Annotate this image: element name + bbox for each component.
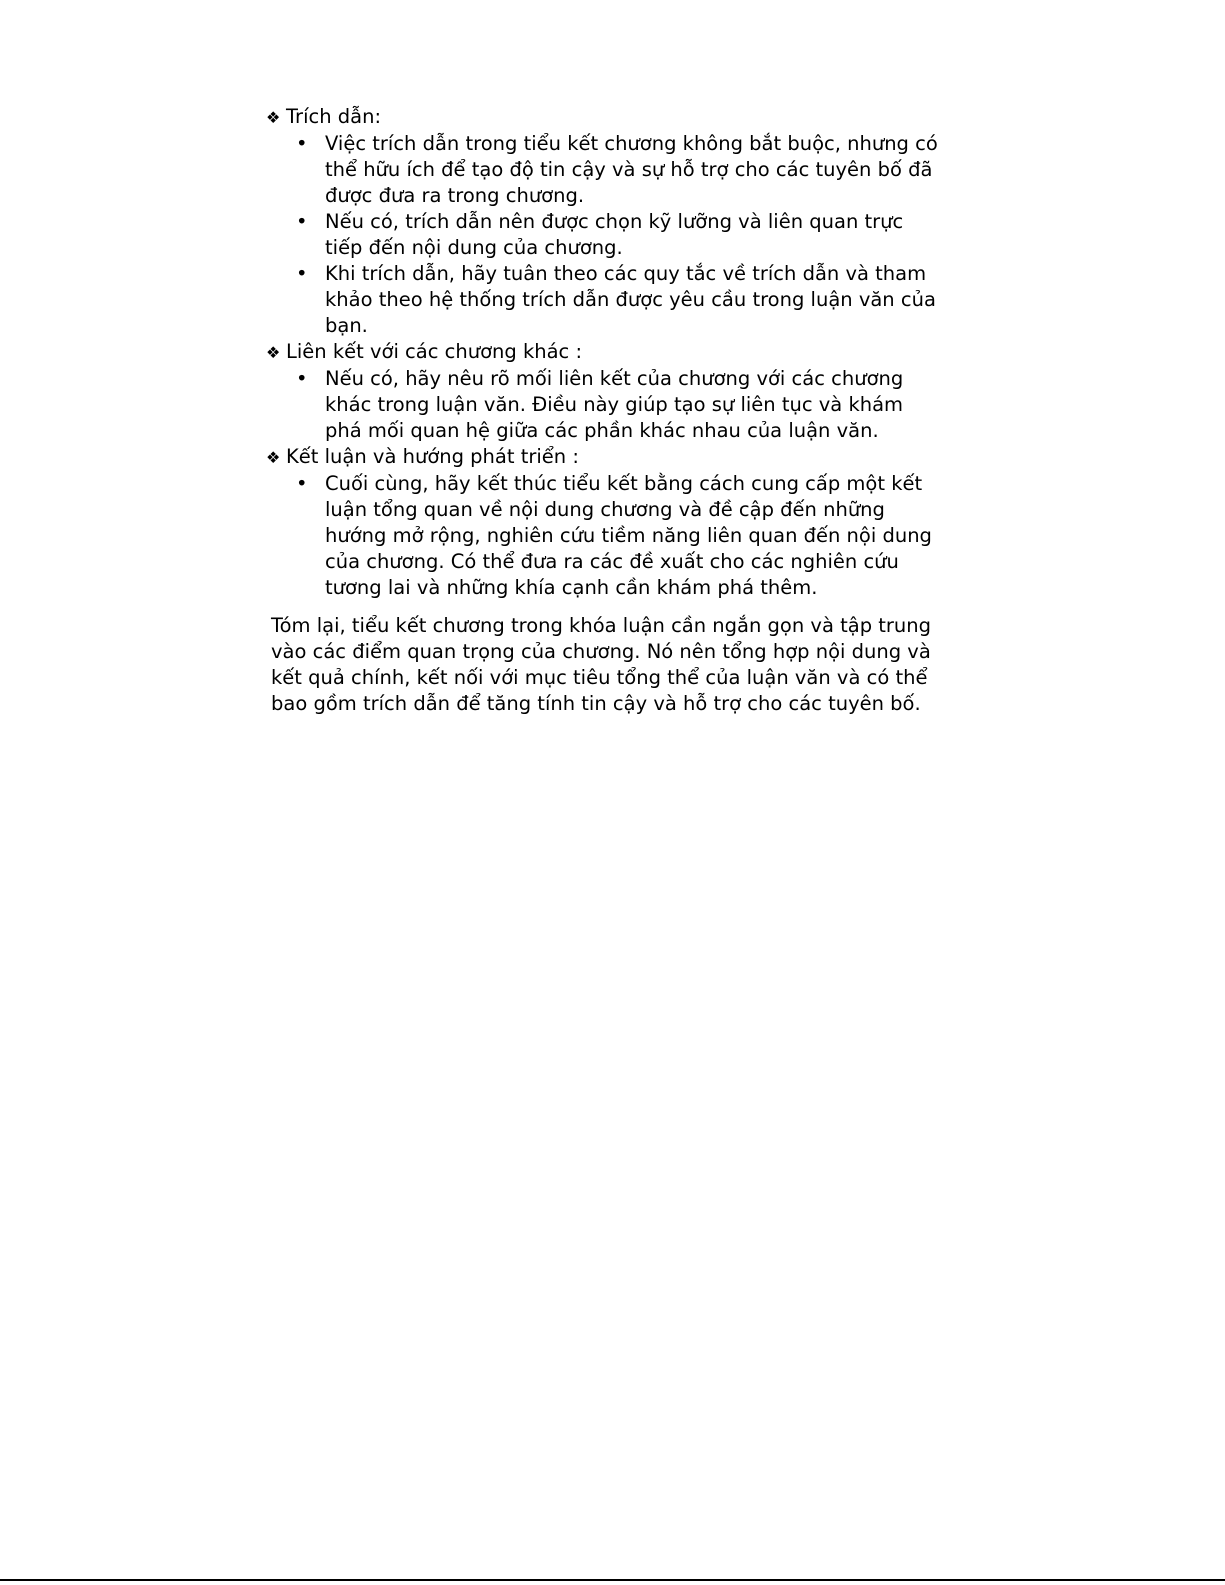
bullet-dot-icon: • — [296, 262, 308, 285]
list-item-text: Nếu có, trích dẫn nên được chọn kỹ lưỡng và liên quan trực tiếp đến nội dung của chương. — [325, 210, 904, 259]
page-content — [266, 104, 966, 737]
list-item — [266, 366, 945, 444]
diamond-bullet-icon: ❖ — [266, 343, 281, 362]
section-heading-text: Trích dẫn: — [286, 105, 382, 128]
list-item — [266, 131, 945, 209]
summary-paragraph: Tóm lại, tiểu kết chương trong khóa luận cần ngắn gọn và tập trung vào các điểm quan trọng của chương. Nó nên tổng hợp nội dung và kết quả chính, kết nối với mục tiêu tổng thể của luận văn và có thể bao gồm trích dẫn để tăng tính tin cậy và hỗ trợ cho các tuyên bố. — [271, 614, 932, 715]
diamond-bullet-icon: ❖ — [266, 108, 281, 127]
bullet-dot-icon: • — [296, 472, 308, 495]
section-heading — [266, 104, 966, 131]
bullet-dot-icon: • — [296, 210, 308, 233]
section-heading — [266, 444, 966, 471]
list-item — [266, 209, 945, 261]
bullet-dot-icon: • — [296, 132, 308, 155]
list-item-text: Khi trích dẫn, hãy tuân theo các quy tắc về trích dẫn và tham khảo theo hệ thống trích dẫn được yêu cầu trong luận văn của bạn. — [325, 262, 936, 337]
section-conclusion — [266, 444, 966, 601]
diamond-bullet-icon: ❖ — [266, 448, 281, 467]
bullet-dot-icon: • — [296, 367, 308, 390]
section-citations — [266, 104, 966, 339]
list-item-text: Cuối cùng, hãy kết thúc tiểu kết bằng cách cung cấp một kết luận tổng quan về nội dung chương và đề cập đến những hướng mở rộng, nghiên cứu tiềm năng liên quan đến nội dung của chương. Có thể đưa ra các đề xuất cho các nghiên cứu tương lai và những khía cạnh cần khám phá thêm. — [325, 472, 932, 599]
section-heading-text: Liên kết với các chương khác : — [286, 340, 583, 363]
list-item — [266, 261, 945, 339]
section-heading-text: Kết luận và hướng phát triển : — [286, 445, 579, 468]
list-item-text: Việc trích dẫn trong tiểu kết chương không bắt buộc, nhưng có thể hữu ích để tạo độ tin cậy và sự hỗ trợ cho các tuyên bố đã được đưa ra trong chương. — [325, 132, 938, 207]
page-bottom-divider — [0, 1579, 1225, 1581]
list-item — [266, 471, 945, 601]
section-heading — [266, 339, 966, 366]
section-links-other-chapters — [266, 339, 966, 444]
list-item-text: Nếu có, hãy nêu rõ mối liên kết của chương với các chương khác trong luận văn. Điều này giúp tạo sự liên tục và khám phá mối quan hệ giữa các phần khác nhau của luận văn. — [325, 367, 904, 442]
